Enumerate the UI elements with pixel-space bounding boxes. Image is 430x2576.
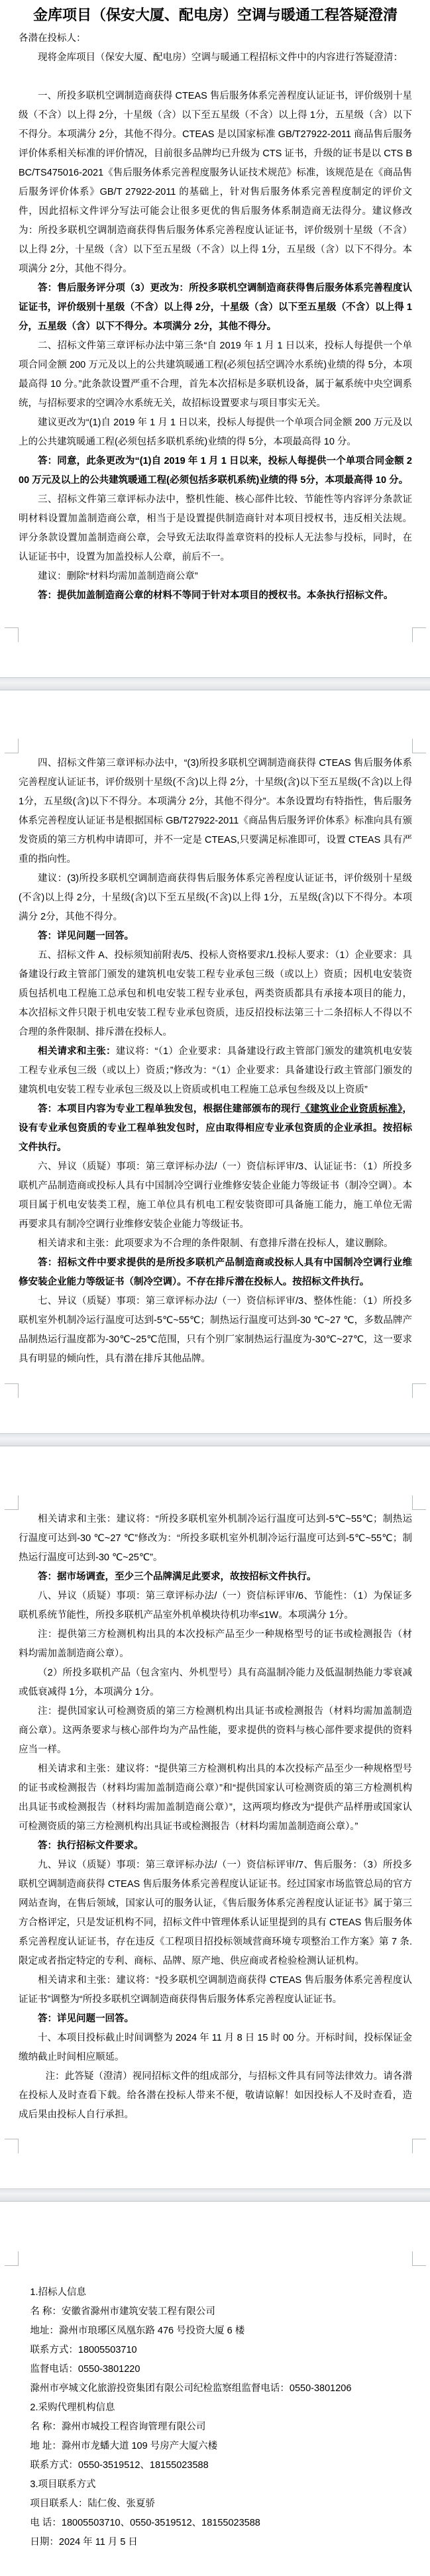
paragraph (19, 1971, 412, 2010)
paragraph (19, 586, 412, 606)
margin-corner-mark (5, 2139, 19, 2153)
paragraph (19, 869, 412, 927)
text-run: 现将金库项目（保安大厦、配电房）空调与暖通工程招标文件中的内容进行答疑澄清： (38, 52, 403, 63)
paragraph (19, 2029, 412, 2067)
text-run: 答：执行招标文件要求。 (38, 1841, 144, 1851)
paragraph (19, 1157, 412, 1234)
margin-corner-mark (5, 2251, 19, 2266)
margin-corner-mark (412, 2251, 426, 2266)
paragraph (19, 29, 412, 48)
text-run: （2）所投多联机产品（包含室内、外机型号）具有高温制冷能力及低温制热能力零衰减或低衰减得 1分，本项满分 1分。 (19, 1668, 412, 1697)
text-run: 答：招标文件中要求提供的是所投多联机产品制造商或投标人具有中国制冷空调行业维修安装企业能力等级证书（制冷空调）。不存在排斥潜在投标人。按招标文件执行。 (19, 1258, 412, 1287)
text-run: 地 址：滁州市龙蟠大道 109 号房产大厦六楼 (30, 2441, 218, 2451)
text-run: 联系方式：18005503710 (30, 2345, 137, 2355)
text-run: 建议：删除“材料均需加盖制造商公章” (38, 571, 198, 582)
margin-corner-mark (412, 739, 426, 753)
page-separator (0, 677, 430, 690)
margin-corner-mark (5, 627, 19, 642)
page-3 (0, 1446, 430, 2188)
paragraph (19, 927, 412, 946)
paragraph (19, 2341, 412, 2360)
page-4-content (19, 2283, 412, 2552)
text-run: 答：售后服务评分项（3）更改为：所投多联机空调制造商获得售后服务体系完善程度认证证书，评价级别十星级（不含）以上得 2分，十星级（含）以下至五星级（不含）以上得 1分，五星级（含）以下不得分。本项满分 2分，其他不得分。 (19, 283, 412, 332)
paragraph (19, 452, 412, 490)
page-2-content (19, 754, 412, 1369)
text-run: 一、所投多联机空调制造商获得 CTEAS 售后服务体系完善程度认证证书，评价级别十星级（不含）以上得 2分，十星级（含）以下至五星级（不含）以上得 1分，五星级（含）以下不得分。本项满分 2分，其他不得分。CTEAS 是以国家标准 GB/T27922-2011 商品售后服务评价体系相关标准的评价情况，目前很多品牌均已升级为 CTS 证书，升级的证书是以 CTS BBC/TS475016-2021《售后服务体系完善程度服务认证技术规范》标准，该规范是在《商品售后服务评价体系》GB/T 27922-2011 的基础上，针对售后服务体系完善程度制定的评价文件，因此招标文件评分写法可能会让很多更优的售后服务体系制造商无法得分。建议修改为：所投多联机空调制造商获得售后服务体系完善程度认证证书，评价级别十星级（不含）以上得 2分，十星级（含）以下至五星级（不含）以上得 1分，五星级（含）以下不得分。本项满分 2分，其他不得分。 (19, 91, 412, 274)
text-run: 1.招标人信息 (30, 2287, 86, 2298)
text-run: 注：此答疑（澄清）视同招标文件的组成部分，与招标文件具有同等法律效力。请各潜在投标人及时查看下载。给各潜在投标人带来不便，敬请谅解！如因投标人不及时查看，造成后果由投标人自行承担。 (19, 2071, 412, 2120)
text-run: 联系方式：0550-3519512、18155023588 (30, 2460, 209, 2471)
text-run: 八、异议（质疑）事项：第三章评标办法/（一）资信标评审/6、节能性：（1）为保证多联机系统节能性，所投多联机产品室外机单模块待机功率≤1W。本项满分 1分。 (19, 1591, 412, 1621)
text-run: 答：据市场调查，至少三个品牌满足此要求，故按招标文件执行。 (38, 1572, 317, 1582)
paragraph (19, 1254, 412, 1292)
text-run: 答：详见问题一回答。 (38, 931, 134, 941)
paragraph (19, 1292, 412, 1369)
text-run: 答：同意，此条更改为“(1)自 2019 年 1 月 1 日以来，投标人每提供一个单项合同金额 200 万元及以上的公共建筑暖通工程(必须包括多联机系统)业绩的得 5分，本项最高得 10 分。 (19, 456, 412, 486)
text-run: 四、招标文件第三章评标办法中，“(3)所投多联机空调制造商获得 CTEAS 售后服务体系完善程度认证证书，评价级别十星级(不含)以上得 2分，十星级(含)以下至五星级(不含)以上得 1分，五星级(含)以下不得分。本项满分 2分，其他不得分”。本条设置均有特指性，售后服务体系完善程度认证证书是根据国标 GB/T27922-2011《商品售后服务评价体系》标准向具有颁发资质的第三方机构申请即可，并不一定是 CTEAS,只要满足标准即可，设置 CTEAS 具有严重的指向性。 (19, 758, 412, 865)
paragraph (19, 87, 412, 279)
paragraph (19, 754, 412, 869)
text-run: 答：提供加盖制造商公章的材料不等同于针对本项目的授权书。本条执行招标文件。 (38, 590, 394, 601)
page-separator (0, 2188, 430, 2202)
margin-corner-mark (5, 739, 19, 753)
paragraph (19, 2379, 412, 2398)
text-run: 三、招标文件第三章评标办法中，整机性能、核心部件比较、节能性等内容评分条款证明材料设置加盖制造商公章，相当于是设置提供制造商针对本项目授权书，违反相关法规。评分条款设置加盖制造商公章，会导致无法取得盖章资料的投标人无法参与投标，同时，在认证证书中，设置为加盖投标人公章，前后不一。 (19, 494, 412, 563)
paragraph (19, 2418, 412, 2437)
margin-corner-mark (412, 627, 426, 642)
text-run: 相关请求和主张：建议将：“投多联机空调制造商获得 CTEAS 售后服务体系完善程度认证证书”调整为“所投多联机空调制造商获得售后服务体系完善程度认证证书。 (19, 1975, 412, 2005)
paragraph (19, 490, 412, 567)
margin-corner-mark (5, 1495, 19, 1510)
text-run: 建议将：“（1）企业要求：具备建设行政主管部门颁发的建筑机电安装工程专业承包三级（或以上）资质；”修改为：“（1）企业要求：具备建设行政主管部门颁发的建筑机电安装工程专业承包三级及以上资质或机电工程施工总承包叁级及以上资质” (19, 1046, 413, 1095)
paragraph (19, 279, 412, 337)
paragraph (19, 2283, 412, 2302)
text-run: 《建筑业企业资质标准》 (300, 1104, 403, 1114)
text-run: 答：本项目内容为专业工程单独发包，根据住建部颁布的现行 (38, 1104, 301, 1114)
paragraph (19, 1664, 412, 1702)
text-run: 金库项目（保安大厦、配电房）空调与暖通工程答疑澄清 (32, 7, 398, 23)
text-run: 名 称：安徽省滁州市建筑安装工程有限公司 (30, 2306, 215, 2317)
text-run: 十、本项目投标截止时间调整为 2024 年 11 月 8 日 15 时 00 分。开标时间，投标保证金缴纳截止时间相应顺延。 (19, 2033, 412, 2063)
text-run: 九、异议（质疑）事项：第三章评标办法/（一）资信标评审/7、售后服务：（3）所投多联机空调制造商获得 CTEAS 售后服务体系完善程度认证证书。经过国家市场监管总局的官方网站查询，在售后领域，国家认可的服务认证，《售后服务体系完善程度认证证书》属于第三方合格评定，只是发证机构不同，招标文件中管理体系认证里提到的具有 CTEAS 售后服务体系完善程度认证证书，存在违反《工程项目招投标领域营商环境专项整治工作方案》第 7 条.限定或者指定特定的专利、商标、品牌、原产地、供应商或者检验检测认证机构。 (19, 1860, 412, 1966)
text-run: 答：详见问题一回答。 (38, 2013, 134, 2024)
text-run: 相关请求和主张：建议将：“提供第三方检测机构出具的本次投标产品至少一种规格型号的证书或检测报告（材料均需加盖制造商公章）”和“提供国家认可检测资质的第三方检测机构出具证书或检测报告（材料均需加盖制造商公章）”，这两项均修改为“提供产品样册或国家认可检测资质的第三方检测机构出具证书或检测报告（材料均需加盖制造商公章）。” (19, 1764, 412, 1832)
paragraph (19, 567, 412, 586)
page-3-content (19, 1510, 412, 2125)
text-run: 监督电话：0550-3801220 (30, 2364, 140, 2375)
margin-corner-mark (412, 1383, 426, 1398)
text-run: 电 话：18005503710、0550-3519512、18155023588 (30, 2518, 260, 2528)
text-run: 二、招标文件第三章评标办法中第三条“自 2019 年 1 月 1 日以来，投标人每提供一个单项合同金额 200 万元及以上的公共建筑暖通工程(必须包括空调冷水系统)业绩的得 5分，本项最高得 10 分。”此条款设置严重不合理，首先本次招标是多联机设备，属于氟系统中央空调系统，与招标要求的空调冷水系统无关，故招标设置要求与项目事实无关。 (19, 341, 412, 409)
text-run: 六、异议（质疑）事项：第三章评标办法/（一）资信标评审/3、认证证书：（1）所投多联机产品制造商或投标人具有中国制冷空调行业维修安装企业能力等级证书（制冷空调）。本项目属于机电安装类工程，施工单位具有机电工程安装资即可具备施工能力，施工单位无需再要求具有制冷空调行业维修安装企业能力等级证书。 (19, 1161, 412, 1230)
paragraph (19, 1625, 412, 1664)
paragraph (19, 2360, 412, 2379)
text-run: 滁州市亭城文化旅游投资集团有限公司纪检监察组监督电话：0550-3801206 (30, 2383, 352, 2394)
text-run: 2.采购代理机构信息 (30, 2402, 115, 2413)
text-run: 相关请求和主张：建议将：“所投多联机室外机制冷运行温度可达到-5℃~55℃；制热运行温度可达到-30 ℃~27 ℃”修改为：“所投多联机室外机制冷运行温度可达到-5℃~55℃；制热运行温度可达到-30 ℃~25℃”。 (19, 1514, 412, 1563)
text-run: 五、招标文件 A、投标须知前附表/5、投标人资格要求/1.投标人要求：（1）企业要求：具备建设行政主管部门颁发的建筑机电安装工程专业承包三级（或以上）资质；因机电安装资质包括机电工程施工总承包和机电安装工程专业承包，两类资质都具有承接本项目的能力，本次招标文件只限于机电安装工程专业承包资质，违反招投标法第三十二条招标人不得以不合理的条件限制、排斥潜在投标人。 (19, 950, 412, 1038)
text-run: 建议：(3)所投多联机空调制造商获得售后服务体系完善程度认证证书，评价级别十星级(不含)以上得 2分，十星级(含)以下至五星级(不含)以上得 1分，五星级(含)以下不得分。本项满分 2分，其他不得分。 (19, 873, 412, 922)
paragraph (19, 1760, 412, 1837)
page-2 (0, 690, 430, 1433)
paragraph (19, 2495, 412, 2514)
text-run: 3.项目联系方式 (30, 2479, 96, 2490)
paragraph (19, 1837, 412, 1856)
margin-corner-mark (412, 1495, 426, 1510)
paragraph (19, 413, 412, 452)
text-run: 各潜在投标人： (19, 33, 86, 44)
text-run: 七、异议（质疑）事项：第三章评标办法/（一）资信标评审/3、整体性能：（1）所投多联机室外机制冷运行温度可达到-5℃~55℃；制热运行温度可达到-30 ℃~27 ℃，多数品牌产品制热运行温度都为-30℃~25℃范围，只有个别厂家制热运行温度为-30℃~27℃，这一要求具有明显的倾向性，具有潜在排斥其他品牌。 (19, 1296, 412, 1364)
text-run: 项目联系人：陆仁俊、张夏骄 (30, 2498, 155, 2509)
margin-corner-mark (5, 1383, 19, 1398)
paragraph (19, 1510, 412, 1568)
document-title (19, 4, 412, 27)
paragraph (19, 1702, 412, 1760)
text-run: 注：提供第三方检测机构出具的本次投标产品至少一种规格型号的证书或检测报告（材料均需加盖制造商公章）。 (19, 1629, 412, 1659)
paragraph (19, 2302, 412, 2322)
paragraph (19, 337, 412, 413)
margin-corner-mark (412, 2139, 426, 2153)
text-run: ，设有专业承包资质的专业工程单独发包时，应由取得相应专业承包资质的企业承担。按招标文件执行。 (19, 1104, 412, 1153)
paragraph (19, 48, 412, 68)
paragraph (19, 2067, 412, 2125)
paragraph (19, 2514, 412, 2533)
paragraph (19, 1856, 412, 1971)
text-run: 相关请求和主张：此项要求为不合理的条件限制、有意排斥潜在投标人，建议删除。 (38, 1238, 394, 1249)
text-run: 地址：滁州市琅琊区凤凰东路 476 号投资大厦 6 楼 (30, 2326, 245, 2336)
paragraph (19, 1100, 412, 1157)
paragraph (19, 1587, 412, 1625)
page-1-content (19, 4, 412, 606)
paragraph (19, 1042, 412, 1100)
paragraph (19, 2010, 412, 2029)
page-separator (0, 1433, 430, 1446)
paragraph (19, 2456, 412, 2475)
text-run: 名 称：滁州市城投工程咨询管理有限公司 (30, 2422, 206, 2432)
page-4 (0, 2202, 430, 2576)
text-run: 注：提供国家认可检测资质的第三方检测机构出具证书或检测报告（材料均需加盖制造商公章）。这两条要求与核心部件均为产品性能，要求提供的资料与核心部件要求提供的资料应当一样。 (19, 1706, 412, 1755)
paragraph (19, 1568, 412, 1587)
paragraph (19, 2398, 412, 2418)
blank-line (19, 68, 412, 87)
paragraph (19, 2533, 412, 2552)
paragraph (19, 2322, 412, 2341)
text-run: 相关请求和主张： (38, 1046, 116, 1057)
paragraph (19, 2475, 412, 2495)
text-run: 建议更改为“(1)自 2019 年 1 月 1 日以来，投标人每提供一个单项合同金额 200 万元及以上的公共建筑暖通工程(必须包括多联机系统)业绩的得 5分，本项最高得 10 分。 (19, 417, 412, 447)
page-1 (0, 0, 430, 677)
paragraph (19, 2437, 412, 2456)
paragraph (19, 1234, 412, 1254)
text-run: 日期：2024 年 11 月 5 日 (30, 2537, 138, 2548)
paragraph (19, 946, 412, 1042)
